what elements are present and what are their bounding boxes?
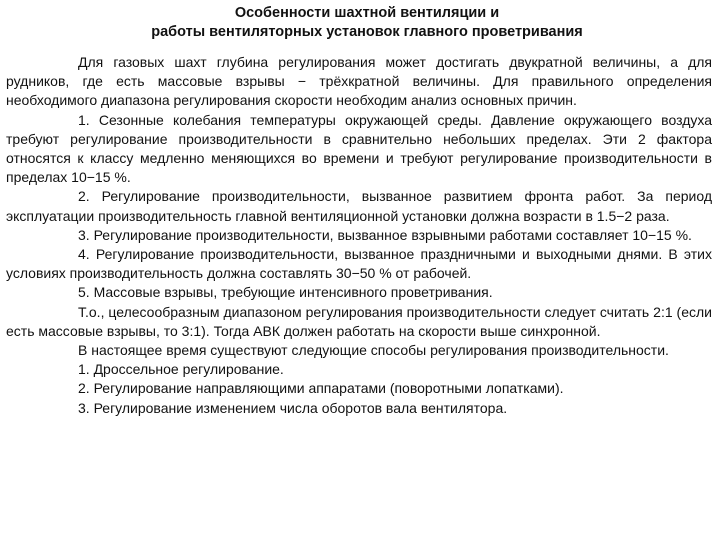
list-item-guide-vanes: 2. Регулирование направляющими аппаратами (поворотными лопатками). [78,380,564,397]
paragraph-holidays: 4. Регулирование производительности, вызванное праздничными и выходными днями. В этих условиях производительность должна составлять 30−50 % от рабочей. [6,246,712,282]
paragraph-blasting: 3. Регулирование производительности, вызванное взрывными работами составляет 10−15 %. [78,226,692,243]
title-line-1: Особенности шахтной вентиляции и [234,5,500,21]
list-item-speed-control: 3. Регулирование изменением числа оборотов вала вентилятора. [78,399,508,416]
paragraph-mass-blasts: 5. Массовые взрывы, требующие интенсивного проветривания. [78,284,493,301]
document-page [6,4,712,418]
list-item-throttle: 1. Дроссельное регулирование. [78,361,284,378]
title-line-2: работы вентиляторных установок главного проветривания [151,24,583,40]
paragraph-intro: Для газовых шахт глубина регулирования может достигать двукратной величины, а для рудников, где есть массовые взрывы − трёхкратной величины. Для правильного определения необходимого диапазона регулирования скорости необходим анализ основных причин. [6,54,712,109]
paragraph-conclusion: Т.о., целесообразным диапазоном регулирования производительности следует считать 2:1 (если есть массовые взрывы, то 3:1). Тогда АВК должен работать на скорости выше синхронной. [6,303,712,339]
paragraph-methods-intro: В настоящее время существуют следующие способы регулирования производительности. [78,342,669,359]
paragraph-front-development: 2. Регулирование производительности, вызванное развитием фронта работ. За период эксплуатации производительность главной вентиляционной установки должна возрасти в 1.5−2 раза. [6,188,712,224]
paragraph-seasonal: 1. Сезонные колебания температуры окружающей среды. Давление окружающего воздуха требуют регулирование производительности в сравнительно небольших пределах. Эти 2 фактора относятся к классу медленно меняющихся во времени и требуют регулирование производительности в пределах 10−15 %. [6,111,712,186]
document-title [6,4,712,42]
